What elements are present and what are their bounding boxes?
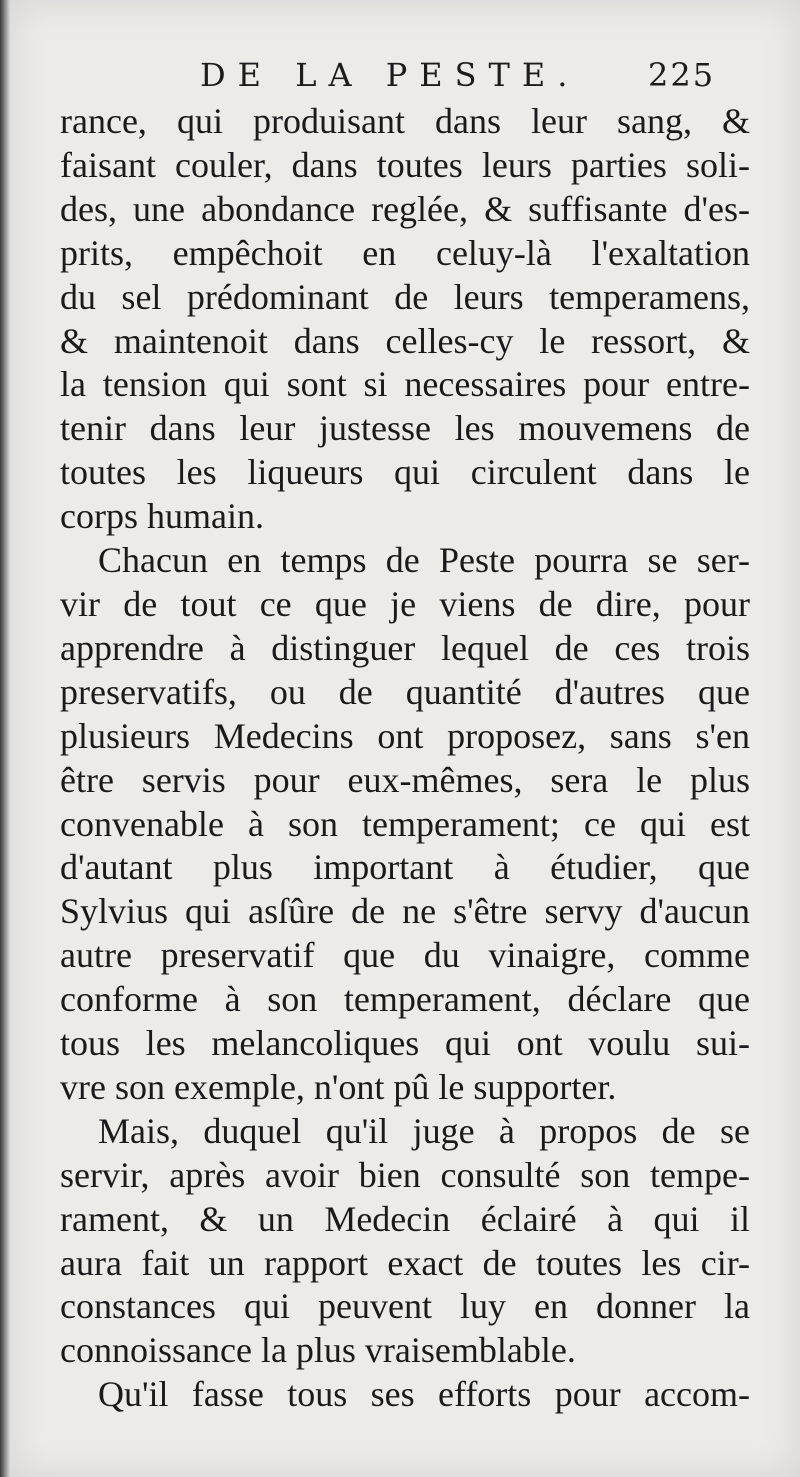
- page-number: 225: [648, 56, 716, 94]
- text-line: convenable à son temperament; ce qui est: [60, 803, 750, 844]
- text-line: aura fait un rapport exact de toutes les cir-: [60, 1242, 750, 1283]
- text-line: plusieurs Medecins ont proposez, sans s'en: [60, 715, 750, 756]
- text-line: prits, empêchoit en celuy-là l'exaltation: [60, 232, 750, 273]
- text-line: Chacun en temps de Peste pourra se ser-: [98, 540, 750, 581]
- text-line: connoissance la plus vraisemblable.: [60, 1330, 576, 1371]
- text-line: servir, après avoir bien consulté son tempe-: [60, 1154, 750, 1195]
- paragraph: [60, 1373, 750, 1417]
- text-line: preservatifs, ou de quantité d'autres que: [60, 671, 750, 712]
- text-line: faisant couler, dans toutes leurs parties soli-: [60, 144, 750, 185]
- running-title: DE LA PESTE.: [200, 56, 580, 94]
- paragraph: [60, 100, 750, 539]
- text-line: vir de tout ce que je viens de dire, pour: [60, 583, 750, 624]
- text-line: tous les melancoliques qui ont voulu sui-: [60, 1023, 750, 1064]
- text-line: être servis pour eux-mêmes, sera le plus: [60, 759, 750, 800]
- text-line: & maintenoit dans celles-cy le ressort, &: [60, 320, 750, 361]
- text-line: Mais, duquel qu'il juge à propos de se: [98, 1110, 750, 1151]
- text-line: rament, & un Medecin éclairé à qui il: [60, 1198, 750, 1239]
- text-line: toutes les liqueurs qui circulent dans le: [60, 452, 750, 493]
- page-header: [0, 56, 800, 96]
- text-line: des, une abondance reglée, & suffisante d'es-: [60, 188, 750, 229]
- text-line: apprendre à distinguer lequel de ces trois: [60, 627, 750, 668]
- text-line: vre son exemple, n'ont pû le supporter.: [60, 1066, 617, 1107]
- text-line: autre preservatif que du vinaigre, comme: [60, 935, 750, 976]
- body-text: [60, 100, 750, 1417]
- paragraph: [60, 1110, 750, 1373]
- text-line: d'autant plus important à étudier, que: [60, 847, 750, 888]
- paragraph: [60, 539, 750, 1110]
- book-gutter-shadow: [0, 0, 10, 1477]
- text-line: tenir dans leur justesse les mouvemens de: [60, 408, 750, 449]
- text-line: Qu'il fasse tous ses efforts pour accom-: [98, 1374, 750, 1415]
- text-line: rance, qui produisant dans leur sang, &: [60, 101, 750, 141]
- text-line: la tension qui sont si necessaires pour entre-: [60, 364, 750, 405]
- text-line: corps humain.: [60, 496, 264, 537]
- text-line: du sel prédominant de leurs temperamens,: [60, 276, 750, 317]
- text-line: conforme à son temperament, déclare que: [60, 979, 750, 1020]
- text-line: Sylvius qui asſûre de ne s'être servy d'aucun: [60, 891, 750, 932]
- text-line: constances qui peuvent luy en donner la: [60, 1286, 750, 1327]
